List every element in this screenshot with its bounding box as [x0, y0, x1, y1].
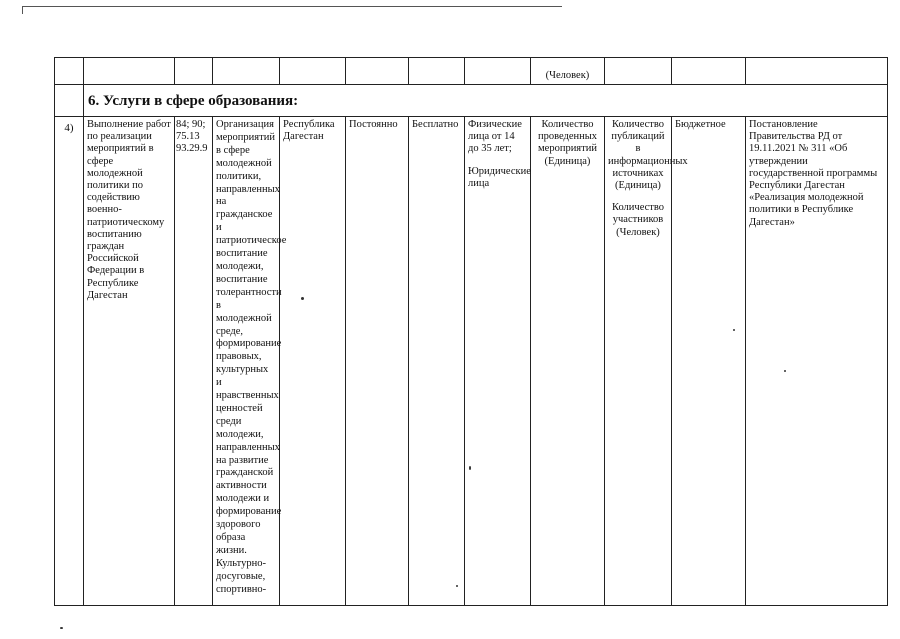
scan-speck	[469, 466, 471, 470]
periodicity-cell	[346, 117, 409, 606]
section-title: 6. Услуги в сфере образования:	[88, 93, 299, 109]
row-number: 4)	[64, 122, 74, 134]
table-row-continuation	[55, 58, 888, 85]
service-place: Республика Дагестан	[283, 119, 335, 143]
scan-speck	[60, 627, 63, 629]
service-name: Выполнение работ по реализации мероприятий в сфере молодежной политики по содействию военно-патриотическому воспитанию граждан Российской Федерации в Республике Дагестан	[87, 119, 171, 301]
table-cell	[175, 58, 213, 85]
services-table	[54, 57, 888, 606]
service-payment: Бесплатно	[412, 119, 459, 130]
legal-basis: Постановление Правительства РД от 19.11.2021 № 311 «Об утверждении государственной программы Республики Дагестан «Реализация молодежной политики в Республике Дагестан»	[749, 119, 878, 228]
table-cell	[746, 58, 888, 85]
quality-cell	[605, 117, 688, 606]
scan-speck	[456, 585, 458, 587]
content-cell	[213, 117, 287, 606]
scan-edge-tick	[22, 6, 23, 14]
table-cell	[280, 58, 346, 85]
legal-basis-cell	[746, 117, 888, 606]
quality-participants: Количество участников (Человек)	[611, 202, 665, 238]
section-header-row	[55, 85, 888, 117]
unit-cell	[531, 58, 605, 85]
service-name-cell	[84, 117, 175, 606]
scan-speck	[784, 370, 786, 372]
institution-type: Бюджетное	[675, 119, 726, 130]
unit-text: (Человек)	[545, 69, 590, 81]
volume-cell	[531, 117, 605, 606]
table-row	[55, 117, 888, 606]
table-cell	[55, 85, 84, 117]
row-number-cell	[55, 117, 84, 606]
place-cell	[280, 117, 346, 606]
section-title-cell	[84, 85, 888, 117]
scan-speck	[733, 329, 735, 331]
okved-cell	[175, 117, 213, 606]
consumers-cell	[465, 117, 531, 606]
consumers-legal: Юридические лица	[468, 165, 531, 189]
table-cell	[346, 58, 409, 85]
volume-indicator: Количество проведенных мероприятий (Единица)	[537, 119, 598, 167]
institution-type-cell	[672, 117, 746, 606]
table-cell	[672, 58, 746, 85]
service-periodicity: Постоянно	[349, 119, 398, 130]
table-cell	[465, 58, 531, 85]
payment-cell	[409, 117, 465, 606]
table-cell	[409, 58, 465, 85]
scan-speck	[301, 297, 304, 300]
scan-edge-line	[22, 6, 562, 7]
consumers-physical: Физические лица от 14 до 35 лет;	[468, 119, 522, 155]
table-cell	[213, 58, 280, 85]
okved-codes: 84; 90; 75.13 93.29.9	[176, 119, 208, 155]
service-content: Организация мероприятий в сфере молодежной политики, направленных на гражданское и патриотическое воспитание молодежи, воспитание толерантности в молодежной среде, формирование правовых, культурных и нравственных ценностей среди молодежи, направленных на развитие гражданской активности молодежи и формирование здорового образа жизни. Культурно-досуговые, спортивно-	[216, 119, 287, 595]
quality-publications: Количество публикаций в информационных источниках (Единица)	[608, 119, 688, 192]
table-cell	[55, 58, 84, 85]
table-cell	[605, 58, 672, 85]
table-cell	[84, 58, 175, 85]
